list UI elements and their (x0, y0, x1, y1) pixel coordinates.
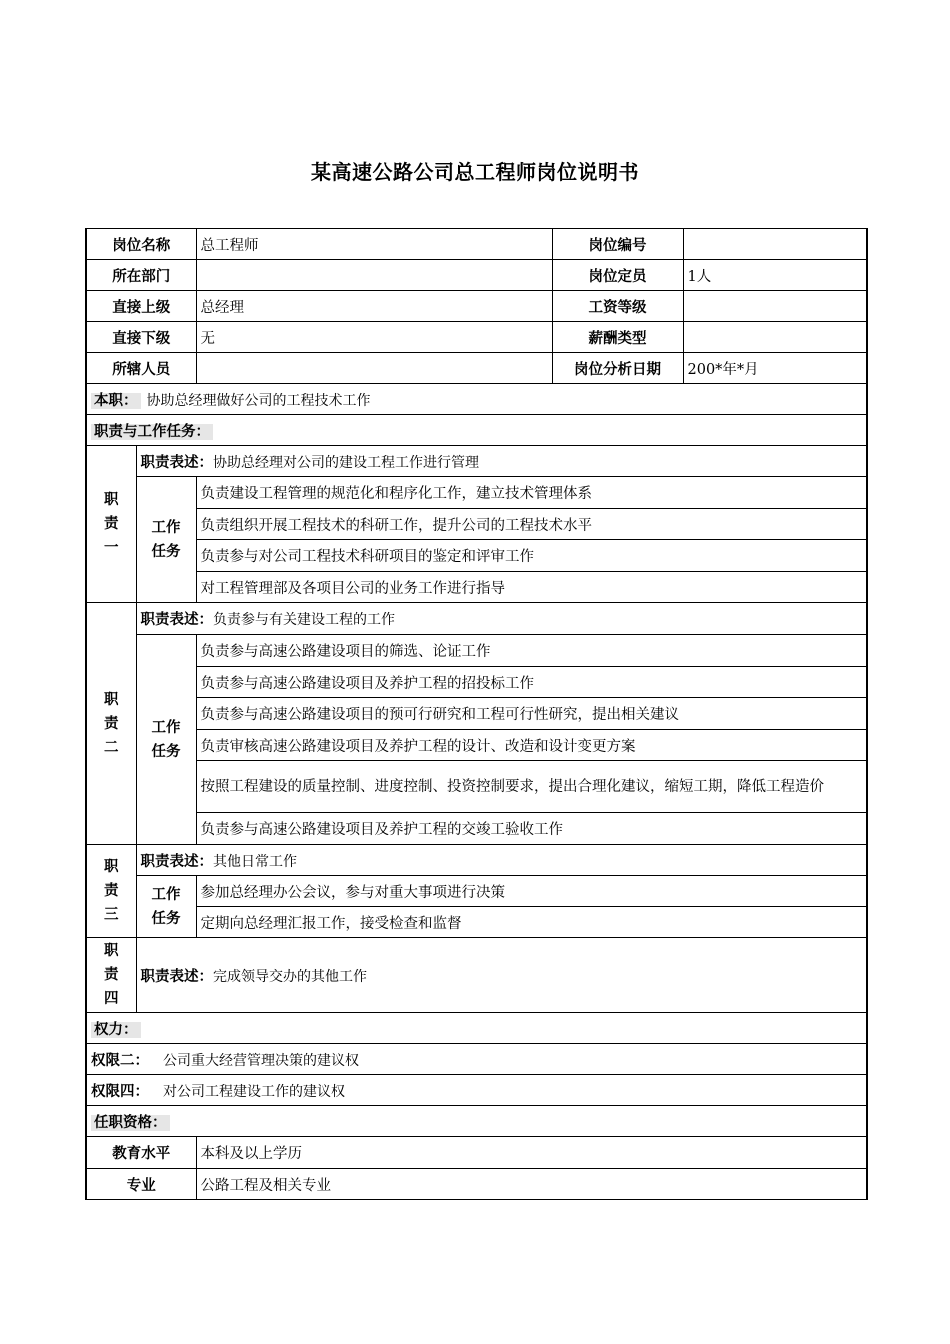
major-value: 公路工程及相关专业 (196, 1169, 867, 1200)
qualification-header-row (86, 1106, 867, 1137)
job-description-table (85, 228, 868, 1200)
position-code-label: 岗位编号 (552, 229, 683, 260)
headcount-value: 1人 (683, 260, 867, 291)
task-item: 负责组织开展工程技术的科研工作，提升公司的工程技术水平 (196, 509, 867, 540)
authority-text: 对公司工程建设工作的建议权 (163, 1083, 345, 1100)
salary-grade-label: 工资等级 (552, 291, 683, 322)
responsibility-1-label: 职 责 一 (86, 446, 136, 603)
page-title: 某高速公路公司总工程师岗位说明书 (311, 160, 639, 184)
education-label: 教育水平 (86, 1137, 196, 1169)
analysis-date-value: 200*年*月 (683, 353, 867, 384)
duty-desc-label: 职责表述： (140, 968, 213, 985)
major-label: 专业 (86, 1169, 196, 1200)
task-item: 负责参与高速公路建设项目的筛选、论证工作 (196, 635, 867, 667)
duty-desc-label: 职责表述： (140, 853, 213, 870)
responsibilities-header-row (86, 415, 867, 446)
responsibility-3-desc-row (136, 845, 867, 876)
task-label: 工作 任务 (136, 635, 196, 845)
responsibility-1-desc-row (136, 446, 867, 477)
position-code-value (683, 229, 867, 260)
authority-label: 权限四： (91, 1083, 149, 1100)
salary-type-value (683, 322, 867, 353)
staff-value (196, 353, 552, 384)
responsibilities-header: 职责与工作任务： (91, 424, 213, 440)
position-name-value: 总工程师 (196, 229, 552, 260)
task-label: 工作 任务 (136, 477, 196, 603)
subordinate-value: 无 (196, 322, 552, 353)
authority-item (86, 1044, 867, 1075)
duty-label: 本职： (91, 393, 141, 409)
duty-desc-label: 职责表述： (140, 454, 213, 471)
salary-grade-value (683, 291, 867, 322)
task-item: 负责参与高速公路建设项目及养护工程的招投标工作 (196, 667, 867, 698)
department-label: 所在部门 (86, 260, 196, 291)
authority-item (86, 1075, 867, 1106)
responsibility-3-desc: 其他日常工作 (213, 853, 297, 870)
task-item: 负责审核高速公路建设项目及养护工程的设计、改造和设计变更方案 (196, 730, 867, 761)
staff-label: 所辖人员 (86, 353, 196, 384)
authority-header: 权力： (91, 1022, 141, 1038)
responsibility-4-label: 职 责 四 (86, 938, 136, 1013)
authority-label: 权限二： (91, 1052, 149, 1069)
position-name-label: 岗位名称 (86, 229, 196, 260)
responsibility-2-label: 职 责 二 (86, 603, 136, 845)
task-item: 负责参与高速公路建设项目及养护工程的交竣工验收工作 (196, 813, 867, 845)
task-item: 负责建设工程管理的规范化和程序化工作，建立技术管理体系 (196, 477, 867, 509)
analysis-date-label: 岗位分析日期 (552, 353, 683, 384)
duty-desc-label: 职责表述： (140, 612, 213, 628)
authority-text: 公司重大经营管理决策的建议权 (163, 1052, 359, 1069)
responsibility-1-desc: 协助总经理对公司的建设工程工作进行管理 (213, 454, 479, 471)
qualification-header: 任职资格： (91, 1115, 170, 1131)
department-value (196, 260, 552, 291)
responsibility-4-desc: 完成领导交办的其他工作 (213, 968, 367, 985)
duty-row (86, 384, 867, 415)
responsibility-2-desc-row (136, 603, 867, 635)
responsibility-2-desc: 负责参与有关建设工程的工作 (213, 612, 395, 628)
subordinate-label: 直接下级 (86, 322, 196, 353)
responsibility-3-label: 职 责 三 (86, 845, 136, 938)
headcount-label: 岗位定员 (552, 260, 683, 291)
duty-text: 协助总经理做好公司的工程技术工作 (146, 392, 371, 409)
task-item: 定期向总经理汇报工作，接受检查和监督 (196, 907, 867, 938)
task-label: 工作 任务 (136, 876, 196, 938)
authority-header-row (86, 1013, 867, 1044)
task-item: 参加总经理办公会议，参与对重大事项进行决策 (196, 876, 867, 907)
education-value: 本科及以上学历 (196, 1137, 867, 1169)
responsibility-4-desc-row (136, 938, 867, 1013)
task-item: 对工程管理部及各项目公司的业务工作进行指导 (196, 572, 867, 603)
superior-value: 总经理 (196, 291, 552, 322)
superior-label: 直接上级 (86, 291, 196, 322)
task-item: 负责参与对公司工程技术科研项目的鉴定和评审工作 (196, 540, 867, 572)
task-item: 负责参与高速公路建设项目的预可行研究和工程可行性研究，提出相关建议 (196, 698, 867, 730)
salary-type-label: 薪酬类型 (552, 322, 683, 353)
task-item: 按照工程建设的质量控制、进度控制、投资控制要求，提出合理化建议，缩短工期，降低工程造价 (196, 761, 867, 813)
